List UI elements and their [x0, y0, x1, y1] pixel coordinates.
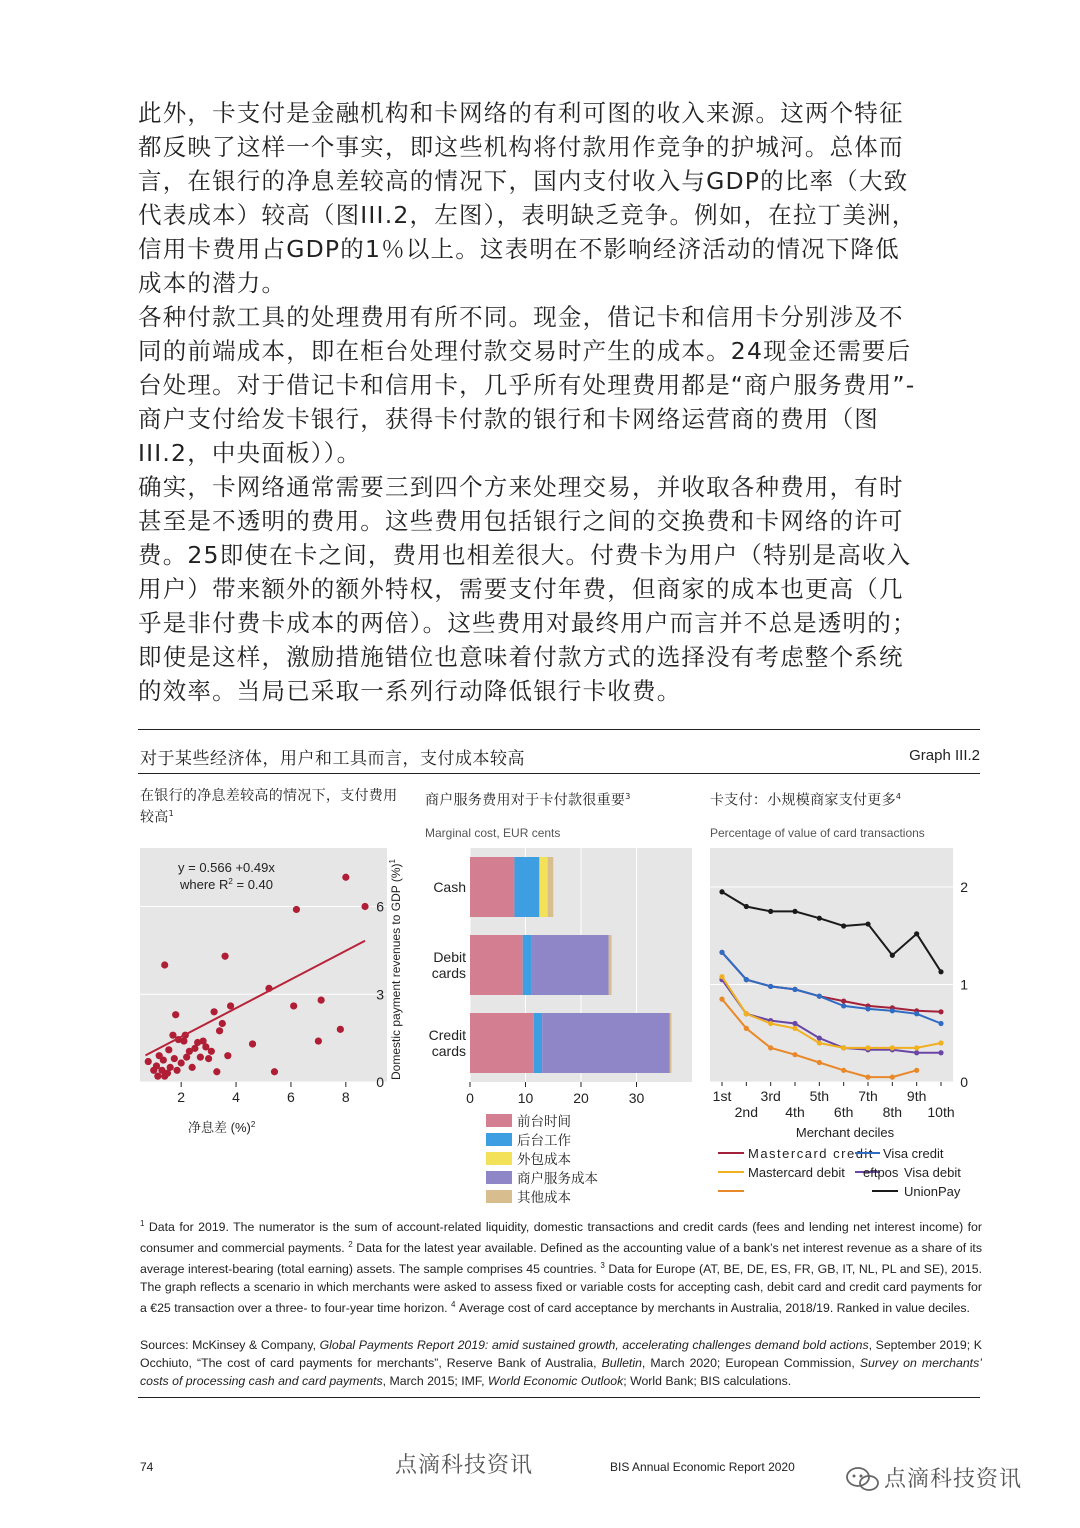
series-point [890, 1045, 895, 1050]
series-point [841, 1045, 846, 1050]
superscript: 1 [388, 859, 397, 864]
x-tick-label: 9th [906, 1088, 927, 1104]
sources-title: Survey on merchants’ costs of processing cash and card payments [140, 1356, 982, 1388]
series-point [914, 931, 919, 936]
series-point [719, 997, 724, 1002]
line-chart [708, 848, 980, 1208]
text-line: 台处理。对于借记卡和信用卡，几乎所有处理费用都是“商户服务费用”- [138, 371, 916, 399]
running-title: BIS Annual Economic Report 2020 [610, 1460, 795, 1474]
footnote-4: Average cost of card acceptance by merchants in Australia, 2018/19. Ranked in value deciles. [458, 1301, 970, 1316]
scatter-point [315, 1037, 322, 1044]
bar-segment [531, 935, 609, 995]
series-point [914, 1045, 919, 1050]
footnote-1: Data for 2019. The numerator is the sum of account-related liquidity, domestic transactions and credit cards (fees and lending net interest income) for consumer and commercial payments. [140, 1220, 982, 1256]
x-tick-label: 5th [809, 1088, 830, 1104]
series-point [792, 909, 797, 914]
series-point [865, 1045, 870, 1050]
series-point [841, 1068, 846, 1073]
scatter-point [171, 1055, 178, 1062]
x-tick-label: 6th [833, 1104, 854, 1120]
right-panel-title [710, 788, 980, 810]
x-tick-label: 30 [628, 1090, 645, 1106]
scatter-point [211, 1008, 218, 1015]
sources-title: Bulletin [601, 1356, 642, 1370]
x-tick-label: 20 [573, 1090, 589, 1106]
category-label: Debit [433, 949, 466, 965]
footnotes [140, 1215, 982, 1317]
scatter-point [167, 1064, 174, 1071]
left-panel-title [140, 788, 400, 827]
sources-text: Sources: McKinsey & Company, [140, 1338, 320, 1352]
scatter-point [227, 1002, 234, 1009]
legend-label-visa-debit: Visa debit [904, 1165, 961, 1180]
x-tick-label: 7th [858, 1088, 878, 1104]
text-line: 此外，卡支付是金融机构和卡网络的有利可图的收入来源。这两个特征 [138, 99, 904, 127]
sources [140, 1336, 982, 1390]
series-point [768, 1045, 773, 1050]
paragraph-2 [138, 300, 938, 470]
scatter-point [249, 1040, 256, 1047]
scatter-point [205, 1055, 212, 1062]
r-squared-label: where R [180, 877, 229, 892]
text-line: 的效率。当局已采取一系列行动降低银行卡收费。 [138, 677, 682, 705]
series-point [865, 921, 870, 926]
series-point [792, 987, 797, 992]
line-legend [718, 1146, 961, 1199]
center-panel-subtitle: Marginal cost, EUR cents [425, 826, 561, 840]
y-tick-label: 0 [960, 1074, 968, 1090]
x-tick-label: 10th [927, 1104, 955, 1120]
x-tick-label: 2nd [734, 1104, 759, 1120]
scatter-point [197, 1054, 204, 1061]
body-text [138, 96, 938, 708]
series-point [938, 1050, 943, 1055]
text-line: 言，在银行的净息差较高的情况下，国内支付收入与GDP的比率（大致 [138, 167, 909, 195]
series-point [914, 1068, 919, 1073]
series-point [792, 1026, 797, 1031]
right-panel-title-text: 卡支付：小规模商家支付更多 [710, 792, 896, 809]
bar-segment [534, 1013, 542, 1073]
superscript: 2 [228, 877, 233, 886]
x-tick-label: 0 [466, 1090, 474, 1106]
footnote-mark: 2 [348, 1240, 353, 1250]
y-tick-label: 6 [376, 898, 384, 915]
bar-segment [539, 857, 547, 917]
r-squared-value: = 0.40 [232, 877, 273, 892]
bar-segment [523, 935, 531, 995]
bar-segment [470, 1013, 534, 1073]
y-tick-label: 1 [960, 976, 968, 993]
x-axis-label-text: 净息差 (%) [188, 1120, 251, 1135]
series-point [938, 1040, 943, 1045]
scatter-point [318, 997, 325, 1004]
series-point [938, 1009, 943, 1014]
r-squared [179, 877, 273, 892]
series-point [744, 977, 749, 982]
text-line: 信用卡费用占GDP的1％以上。这表明在不影响经济活动的情况下降低 [138, 235, 900, 263]
series-point [890, 1008, 895, 1013]
scatter-point [172, 1011, 179, 1018]
scatter-chart [140, 848, 425, 1148]
scatter-point [290, 1002, 297, 1009]
series-point [817, 994, 822, 999]
scatter-point [161, 961, 168, 968]
x-tick-label: 3rd [760, 1088, 781, 1104]
sources-text: , March 2015; IMF, [382, 1374, 488, 1388]
legend-swatch [486, 1171, 512, 1184]
legend-label: 后台工作 [517, 1133, 571, 1148]
text-line: 费。25即使在卡之间，费用也相差很大。付费卡为用户（特别是高收入 [138, 541, 912, 569]
y-tick-label: 2 [960, 879, 968, 895]
scatter-point [189, 1064, 196, 1071]
legend-label-mastercard-credit: Mastercard credit [748, 1146, 874, 1161]
scatter-y-axis-label [388, 858, 403, 1080]
series-point [768, 1021, 773, 1026]
y-tick-label: 0 [376, 1074, 384, 1090]
superscript: 2 [250, 1120, 256, 1129]
y-tick-label: 3 [376, 986, 384, 1003]
text-line: 确实，卡网络通常需要三到四个方来处理交易，并收取各种费用，有时 [138, 473, 904, 501]
legend-swatch [486, 1133, 512, 1146]
right-panel-subtitle: Percentage of value of card transactions [710, 826, 925, 840]
text-line: 用户）带来额外的额外特权，需要支付年费，但商家的成本也更高（几 [138, 575, 904, 603]
scatter-point [342, 874, 349, 881]
paragraph-3 [138, 470, 938, 708]
page-number: 74 [140, 1460, 154, 1474]
bar-segment [609, 935, 612, 995]
figure-bottom-rule [138, 1397, 980, 1398]
text-line: 即使是这样，激励措施错位也意味着付款方式的选择没有考虑整个系统 [138, 643, 904, 671]
series-point [817, 1040, 822, 1045]
figure-top-rule [138, 729, 980, 730]
series-point [914, 1011, 919, 1016]
legend-label: 其他成本 [517, 1190, 571, 1205]
legend-label: 外包成本 [517, 1152, 571, 1167]
series-point [817, 1036, 822, 1041]
scatter-point [208, 1048, 215, 1055]
scatter-point [224, 1052, 231, 1059]
scatter-point [145, 1058, 152, 1065]
series-point [938, 1021, 943, 1026]
footnote-2: Data for the latest year available. Defined as the accounting value of a bank’s net interest revenue as a share of its average interest-bearing (total earning) assets. The sample comprises 45 countries. [140, 1241, 982, 1277]
bar-segment [670, 1013, 672, 1073]
series-point [865, 1075, 870, 1080]
text-line: 各种付款工具的处理费用有所不同。现金，借记卡和信用卡分别涉及不 [138, 303, 904, 331]
x-tick-label: 4th [785, 1104, 805, 1120]
scatter-point [160, 1056, 167, 1063]
category-label: cards [431, 1043, 466, 1059]
series-point [768, 909, 773, 914]
bar-segment [470, 857, 514, 917]
series-point [768, 984, 773, 989]
figure-title: 对于某些经济体，用户和工具而言，支付成本较高 [140, 749, 525, 769]
sources-text: ; World Bank; BIS calculations. [623, 1374, 792, 1388]
y-axis-label-text: Domestic payment revenues to GDP (%) [389, 863, 403, 1080]
bar-segment [548, 857, 554, 917]
center-panel-title-text: 商户服务费用对于卡付款很重要 [425, 792, 626, 809]
paragraph-1 [138, 96, 938, 300]
bar-segment [542, 1013, 670, 1073]
series-point [744, 1026, 749, 1031]
footnote-3: Data for Europe (AT, BE, DE, ES, FR, GB, IT, NL, PL and SE), 2015. The graph reflects a scenario in which merchants were asked to assess fixed or variable costs for accepting cash, debit card and credit card payments for a €25 transaction over a three- to four-year time horizon. [140, 1262, 982, 1316]
text-line: III.2，中央面板））。 [138, 439, 362, 467]
series-point [817, 1060, 822, 1065]
category-label: Cash [433, 879, 466, 895]
series-point [817, 916, 822, 921]
series-point [719, 974, 724, 979]
sources-title: Global Payments Report 2019: amid sustained growth, accelerating challenges demand bold actions [319, 1338, 869, 1352]
series-point [744, 1011, 749, 1016]
legend-swatch [486, 1190, 512, 1203]
legend-label-visa-credit: Visa credit [883, 1146, 944, 1161]
graph-number: Graph III.2 [909, 747, 980, 764]
scatter-point [219, 1020, 226, 1027]
figure-title-rule [138, 773, 980, 774]
scatter-point [213, 1068, 220, 1075]
footnote-mark: 3 [600, 1261, 605, 1271]
scatter-point [173, 1067, 180, 1074]
text-line: 甚至是不透明的费用。这些费用包括银行之间的交换费和卡网络的许可 [138, 507, 904, 535]
bar-segment [470, 935, 523, 995]
legend-label-unionpay: UnionPay [904, 1184, 961, 1199]
scatter-point [293, 906, 300, 913]
series-point [792, 1052, 797, 1057]
x-tick-label: 2 [177, 1089, 186, 1105]
scatter-point [165, 1046, 172, 1053]
wechat-icon [844, 1466, 882, 1492]
sources-title: World Economic Outlook [487, 1374, 624, 1388]
scatter-point [271, 1068, 278, 1075]
legend-label: 前台时间 [517, 1114, 571, 1129]
series-point [938, 969, 943, 974]
category-label: Credit [428, 1027, 466, 1043]
bar-segment [514, 857, 539, 917]
line-x-axis-label: Merchant deciles [795, 1125, 895, 1140]
sources-text: , March 2020; European Commission, [641, 1356, 860, 1370]
legend-label-eftpos: eftpos [863, 1165, 899, 1180]
footnote-mark: 1 [140, 1219, 145, 1228]
center-panel-title [425, 788, 695, 810]
series-point [890, 953, 895, 958]
legend-label-mastercard-debit: Mastercard debit [748, 1165, 845, 1180]
text-line: 成本的潜力。 [138, 269, 287, 297]
footnote-mark: 1 [168, 809, 174, 818]
scatter-point [361, 903, 368, 910]
x-tick-label: 8 [341, 1089, 350, 1105]
text-line: 乎是非付费卡成本的两倍）。这些费用对最终用户而言并不总是透明的； [138, 609, 917, 637]
stacked-bar-chart [424, 848, 696, 1208]
category-label: cards [431, 965, 466, 981]
series-point [890, 1075, 895, 1080]
series-point [792, 1021, 797, 1026]
text-line: 代表成本）较高（图III.2，左图），表明缺乏竞争。例如，在拉丁美洲， [138, 201, 917, 229]
left-panel-title-text: 在银行的净息差较高的情况下，支付费用较高 [140, 788, 398, 826]
regression-equation: y = 0.566 +0.49x [178, 860, 275, 875]
scatter-point [216, 1027, 223, 1034]
scatter-point [221, 953, 228, 960]
scatter-point [154, 1073, 161, 1080]
text-line: 同的前端成本，即在柜台处理付款交易时产生的成本。24现金还需要后 [138, 337, 912, 365]
x-tick-label: 6 [287, 1089, 295, 1105]
scatter-x-axis-label [188, 1120, 256, 1135]
series-point [841, 998, 846, 1003]
sources-text: , September 2019; K Occhiuto, “The cost of card payments for merchants”, Reserve Bank of Australia, [140, 1338, 982, 1370]
x-tick-label: 10 [517, 1090, 534, 1106]
scatter-point [178, 1059, 185, 1066]
x-tick-label: 4 [232, 1089, 240, 1105]
series-point [841, 1003, 846, 1008]
legend-swatch [486, 1152, 512, 1165]
legend-label: 商户服务成本 [517, 1171, 598, 1186]
footnote-mark: 4 [895, 792, 902, 801]
text-line: 都反映了这样一个事实，即这些机构将付款用作竞争的护城河。总体而 [138, 133, 904, 161]
watermark-center: 点滴科技资讯 [395, 1453, 534, 1478]
series-point [719, 950, 724, 955]
x-tick-label: 1st [712, 1088, 732, 1104]
series-point [865, 1006, 870, 1011]
text-line: 商户支付给发卡银行，获得卡付款的银行和卡网络运营商的费用（图 [138, 405, 879, 433]
x-tick-label: 8th [882, 1104, 903, 1120]
footnote-mark: 4 [451, 1300, 456, 1310]
series-point [841, 923, 846, 928]
legend-swatch [486, 1114, 512, 1127]
series-point [914, 1050, 919, 1055]
series-point [719, 889, 724, 894]
series-point [744, 904, 749, 909]
scatter-point [337, 1026, 344, 1033]
watermark-right: 点滴科技资讯 [884, 1467, 1023, 1492]
footnote-mark: 3 [625, 792, 631, 801]
